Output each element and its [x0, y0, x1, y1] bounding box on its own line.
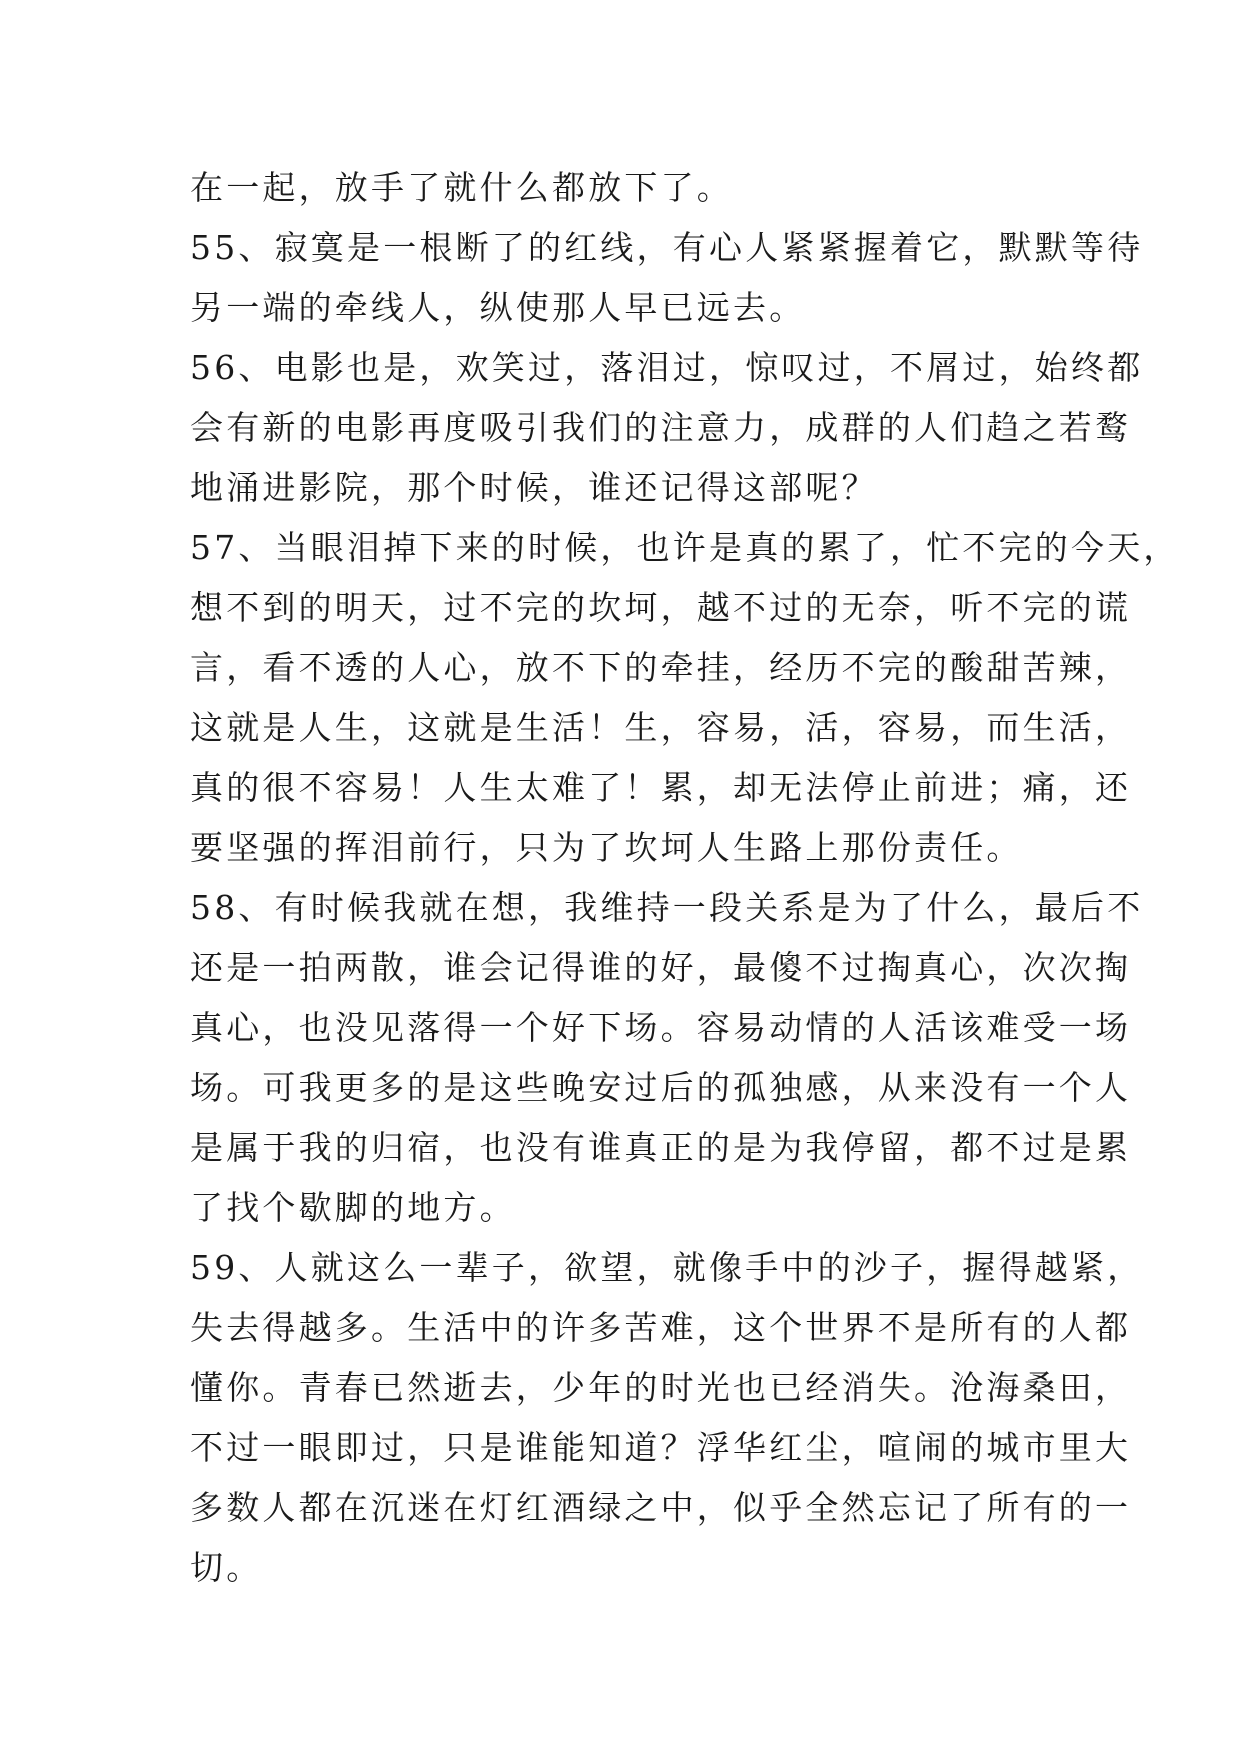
text-line: 场。可我更多的是这些晚安过后的孤独感，从来没有一个人: [190, 1068, 1132, 1107]
text-line: 58、有时候我就在想，我维持一段关系是为了什么，最后不: [190, 888, 1144, 927]
text-line: 这就是人生，这就是生活！生，容易，活，容易，而生活，: [190, 708, 1132, 747]
text-line: 不过一眼即过，只是谁能知道？浮华红尘，喧闹的城市里大: [190, 1428, 1132, 1467]
text-line: 了找个歇脚的地方。: [190, 1188, 516, 1227]
text-line: 是属于我的归宿，也没有谁真正的是为我停留，都不过是累: [190, 1128, 1132, 1167]
body-text: [190, 158, 1180, 1598]
text-line: 多数人都在沉迷在灯红酒绿之中，似乎全然忘记了所有的一: [190, 1488, 1132, 1527]
text-line: 要坚强的挥泪前行，只为了坎坷人生路上那份责任。: [190, 828, 1023, 867]
text-line: 真的很不容易！人生太难了！累，却无法停止前进；痛，还: [190, 768, 1132, 807]
text-line: 59、人就这么一辈子，欲望，就像手中的沙子，握得越紧，: [190, 1248, 1144, 1287]
text-line: 57、当眼泪掉下来的时候，也许是真的累了，忙不完的今天，: [190, 528, 1180, 567]
text-line: 另一端的牵线人，纵使那人早已远去。: [190, 288, 806, 327]
text-line: 在一起，放手了就什么都放下了。: [190, 168, 733, 207]
text-line: 懂你。青春已然逝去，少年的时光也已经消失。沧海桑田，: [190, 1368, 1132, 1407]
text-line: 切。: [190, 1548, 263, 1587]
text-line: 55、寂寞是一根断了的红线，有心人紧紧握着它，默默等待: [190, 228, 1144, 267]
text-line: 言，看不透的人心，放不下的牵挂，经历不完的酸甜苦辣，: [190, 648, 1132, 687]
text-line: 56、电影也是，欢笑过，落泪过，惊叹过，不屑过，始终都: [190, 348, 1144, 387]
text-line: 还是一拍两散，谁会记得谁的好，最傻不过掏真心，次次掏: [190, 948, 1132, 987]
text-line: 想不到的明天，过不完的坎坷，越不过的无奈，听不完的谎: [190, 588, 1132, 627]
text-line: 地涌进影院，那个时候，谁还记得这部呢？: [190, 468, 878, 507]
text-line: 失去得越多。生活中的许多苦难，这个世界不是所有的人都: [190, 1308, 1132, 1347]
text-line: 会有新的电影再度吸引我们的注意力，成群的人们趋之若鹜: [190, 408, 1132, 447]
text-line: 真心，也没见落得一个好下场。容易动情的人活该难受一场: [190, 1008, 1132, 1047]
